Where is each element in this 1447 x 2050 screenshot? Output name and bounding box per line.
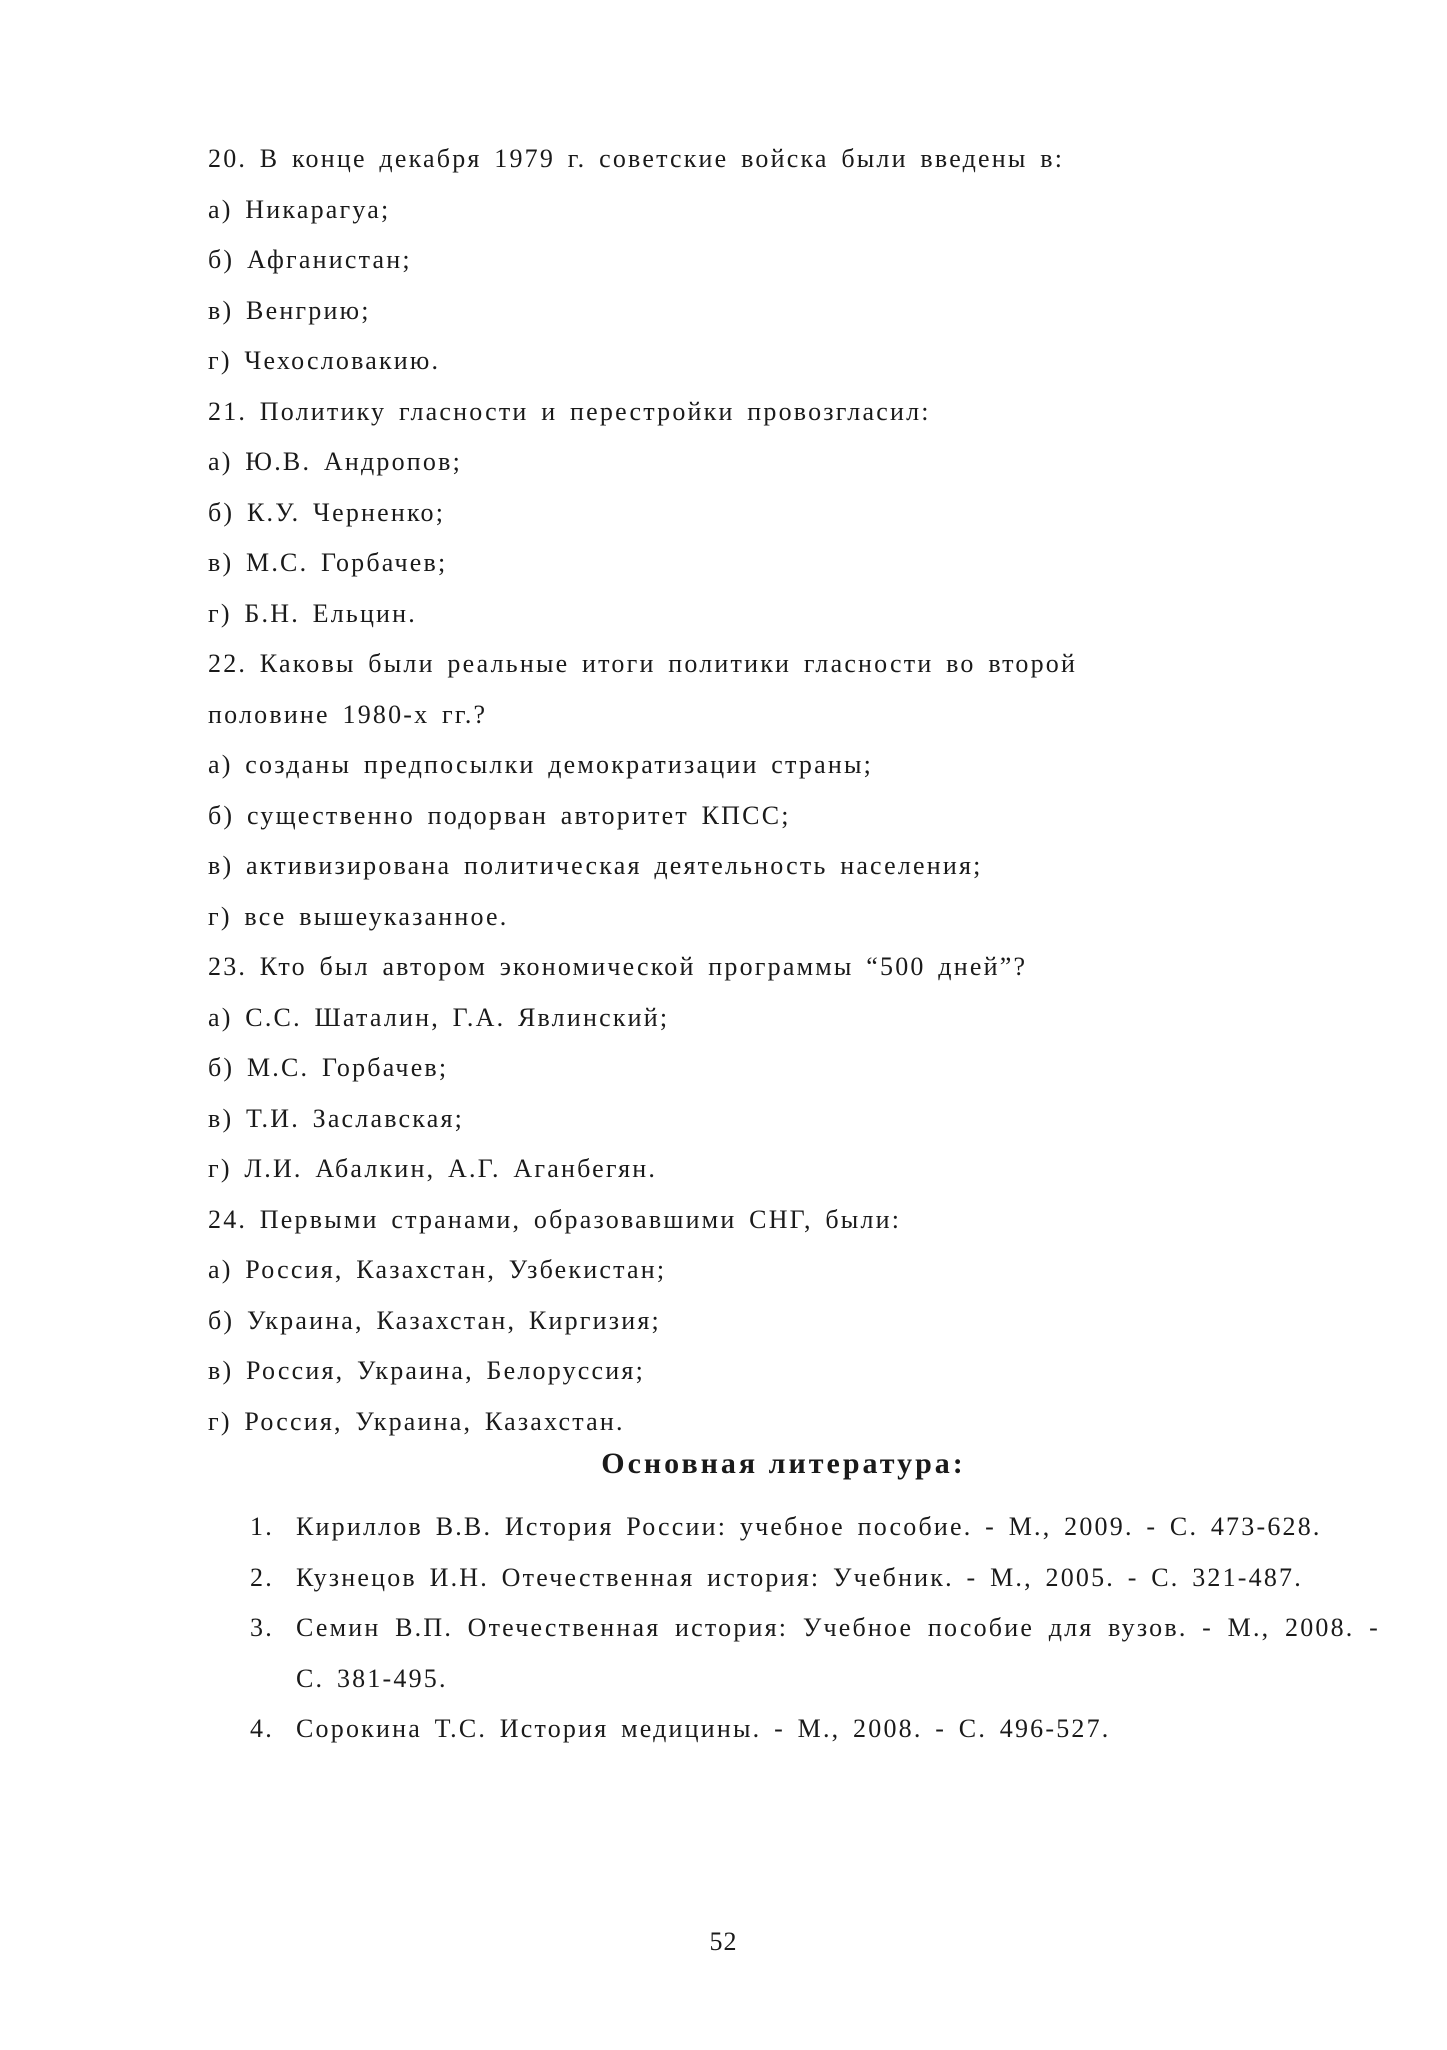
answer-option: г) Л.И. Абалкин, А.Г. Аганбегян. <box>208 1154 658 1183</box>
literature-item <box>250 1704 1380 1755</box>
literature-item-text: Сорокина Т.С. История медицины. - М., 2008. - С. 496-527. <box>296 1714 1111 1743</box>
answer-option: в) Т.И. Заславская; <box>208 1103 465 1133</box>
answer-option: б) К.У. Черненко; <box>208 497 446 527</box>
question-24: 24. Первыми странами, образовавшими СНГ, были: <box>208 1204 902 1234</box>
literature-heading: Основная литература: <box>601 1447 966 1480</box>
answer-option: в) Россия, Украина, Белоруссия; <box>208 1356 645 1385</box>
question-20: 20. В конце декабря 1979 г. советские войска были введены в: <box>208 144 1065 173</box>
literature-item-number: 4. <box>250 1714 274 1743</box>
answer-option: а) Россия, Казахстан, Узбекистан; <box>208 1255 667 1284</box>
answer-option: б) существенно подорван авторитет КПСС; <box>208 800 791 830</box>
question-22: 22. Каковы были реальные итоги политики гласности во второй <box>208 649 1078 678</box>
answer-option: г) Россия, Украина, Казахстан. <box>208 1406 625 1436</box>
answer-option: б) Украина, Казахстан, Киргизия; <box>208 1305 661 1335</box>
answer-option: г) Б.Н. Ельцин. <box>208 598 417 628</box>
answer-option: б) Афганистан; <box>208 245 412 274</box>
literature-item-number: 1. <box>250 1512 274 1541</box>
literature-item-text: Кириллов В.В. История России: учебное пособие. - М., 2009. - С. 473-628. <box>296 1512 1322 1541</box>
answer-option: а) Ю.В. Андропов; <box>208 447 462 476</box>
answer-option: в) М.С. Горбачев; <box>208 548 448 577</box>
question-22-continued: половине 1980-х гг.? <box>208 699 488 729</box>
literature-item-number: 2. <box>250 1562 274 1592</box>
answer-option: г) все вышеуказанное. <box>208 901 509 931</box>
answer-option: а) Никарагуа; <box>208 194 391 224</box>
page-number: 52 <box>709 1927 738 1956</box>
test-questions <box>208 134 1358 1447</box>
answer-option: а) С.С. Шаталин, Г.А. Явлинский; <box>208 1002 670 1032</box>
literature-item-text: Семин В.П. Отечественная история: Учебное пособие для вузов. - М., 2008. - С. 381-495. <box>296 1613 1380 1693</box>
answer-option: в) Венгрию; <box>208 295 371 325</box>
question-21: 21. Политику гласности и перестройки провозгласил: <box>208 396 931 426</box>
literature-item-text: Кузнецов И.Н. Отечественная история: Учебник. - М., 2005. - С. 321-487. <box>296 1562 1303 1592</box>
literature-item <box>250 1553 1380 1604</box>
literature-list <box>250 1502 1380 1755</box>
answer-option: г) Чехословакию. <box>208 346 441 375</box>
answer-option: в) активизирована политическая деятельность населения; <box>208 851 983 880</box>
question-23: 23. Кто был автором экономической программы “500 дней”? <box>208 952 1028 981</box>
literature-item-number: 3. <box>250 1613 274 1642</box>
answer-option: а) созданы предпосылки демократизации страны; <box>208 750 874 779</box>
answer-option: б) М.С. Горбачев; <box>208 1053 449 1082</box>
literature-item <box>250 1603 1380 1704</box>
literature-item <box>250 1502 1380 1553</box>
